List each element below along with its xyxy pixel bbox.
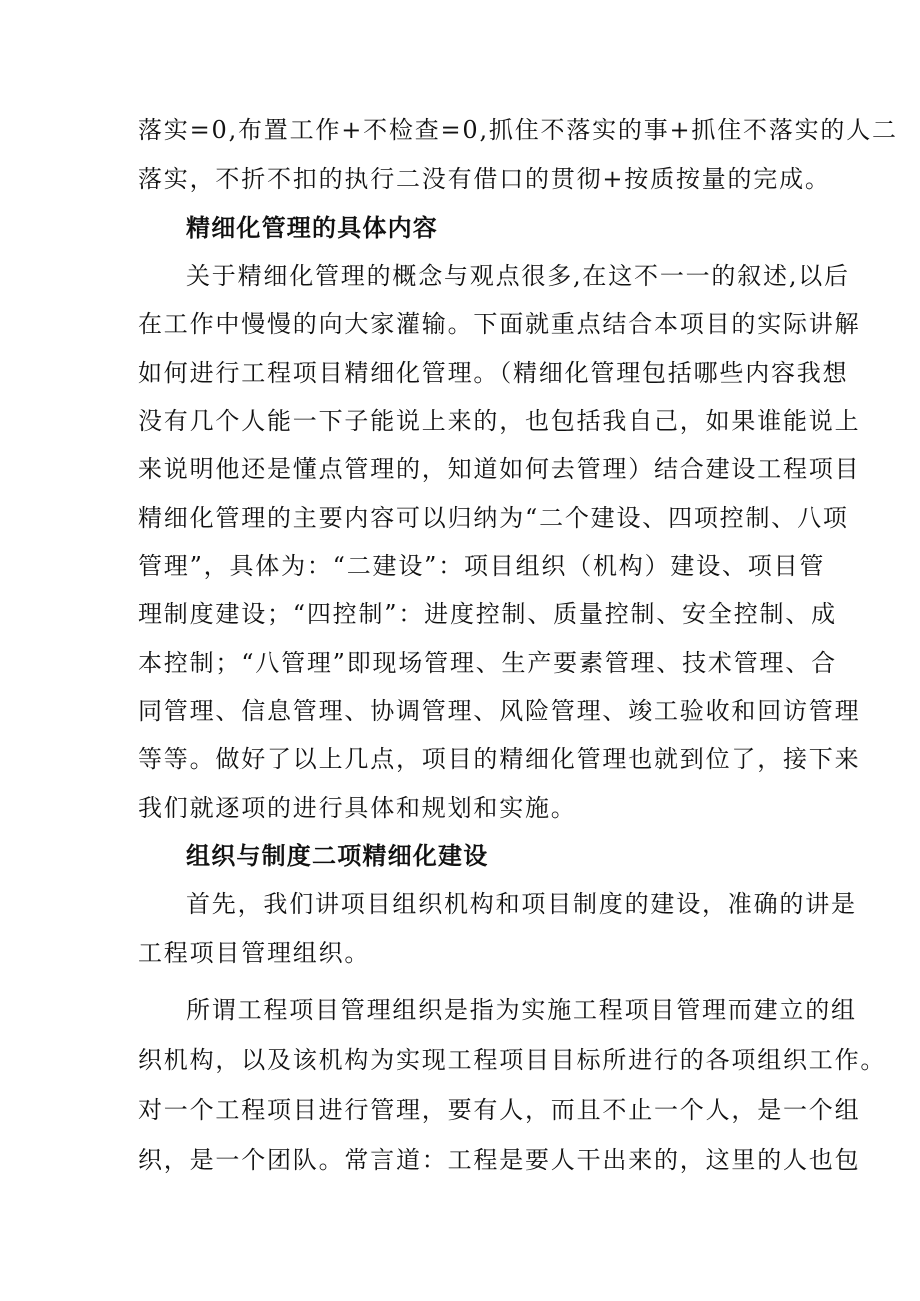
paragraph-line: 落实=0,布置工作+不检查=0,抓住不落实的事+抓住不落实的人二 — [138, 116, 898, 144]
paragraph-line: 我们就逐项的进行具体和规划和实施。 — [138, 794, 577, 822]
paragraph-line: 没有几个人能一下子能说上来的，也包括我自己，如果谁能说上 — [138, 407, 861, 435]
paragraph-line: 管理”，具体为：“二建设”：项目组织（机构）建设、项目管 — [138, 552, 826, 580]
paragraph-line: 精细化管理的主要内容可以归纳为“二个建设、四项控制、八项 — [138, 504, 849, 532]
paragraph-line: 同管理、信息管理、协调管理、风险管理、竣工验收和回访管理 — [138, 697, 861, 725]
paragraph-line: 在工作中慢慢的向大家灌输。下面就重点结合本项目的实际讲解 — [138, 310, 861, 338]
paragraph-line: 来说明他还是懂点管理的，知道如何去管理）结合建设工程项目 — [138, 455, 861, 483]
paragraph-line: 本控制；“八管理”即现场管理、生产要素管理、技术管理、合 — [138, 649, 837, 677]
paragraph-line: 所谓工程项目管理组织是指为实施工程项目管理而建立的组 — [186, 996, 857, 1024]
paragraph-line: 对一个工程项目进行管理，要有人，而且不止一个人，是一个组 — [138, 1096, 861, 1124]
paragraph-line: 关于精细化管理的概念与观点很多,在这不一一的叙述,以后 — [186, 262, 850, 290]
section-heading: 组织与制度二项精细化建设 — [186, 842, 489, 870]
paragraph-line: 等等。做好了以上几点，项目的精细化管理也就到位了，接下来 — [138, 745, 861, 773]
paragraph-line: 如何进行工程项目精细化管理。（精细化管理包括哪些内容我想 — [138, 359, 849, 387]
paragraph-line: 织机构，以及该机构为实现工程项目目标所进行的各项组织工作。 — [138, 1046, 887, 1074]
section-heading: 精细化管理的具体内容 — [186, 214, 438, 242]
paragraph-line: 工程项目管理组织。 — [138, 939, 371, 967]
paragraph-line: 理制度建设；“四控制”：进度控制、质量控制、安全控制、成 — [138, 600, 837, 628]
paragraph-line: 织，是一个团队。常言道：工程是要人干出来的，这里的人也包 — [138, 1146, 861, 1174]
paragraph-line: 落实，不折不扣的执行二没有借口的贯彻+按质按量的完成。 — [138, 165, 831, 193]
paragraph-line: 首先，我们讲项目组织机构和项目制度的建设，准确的讲是 — [186, 890, 857, 918]
